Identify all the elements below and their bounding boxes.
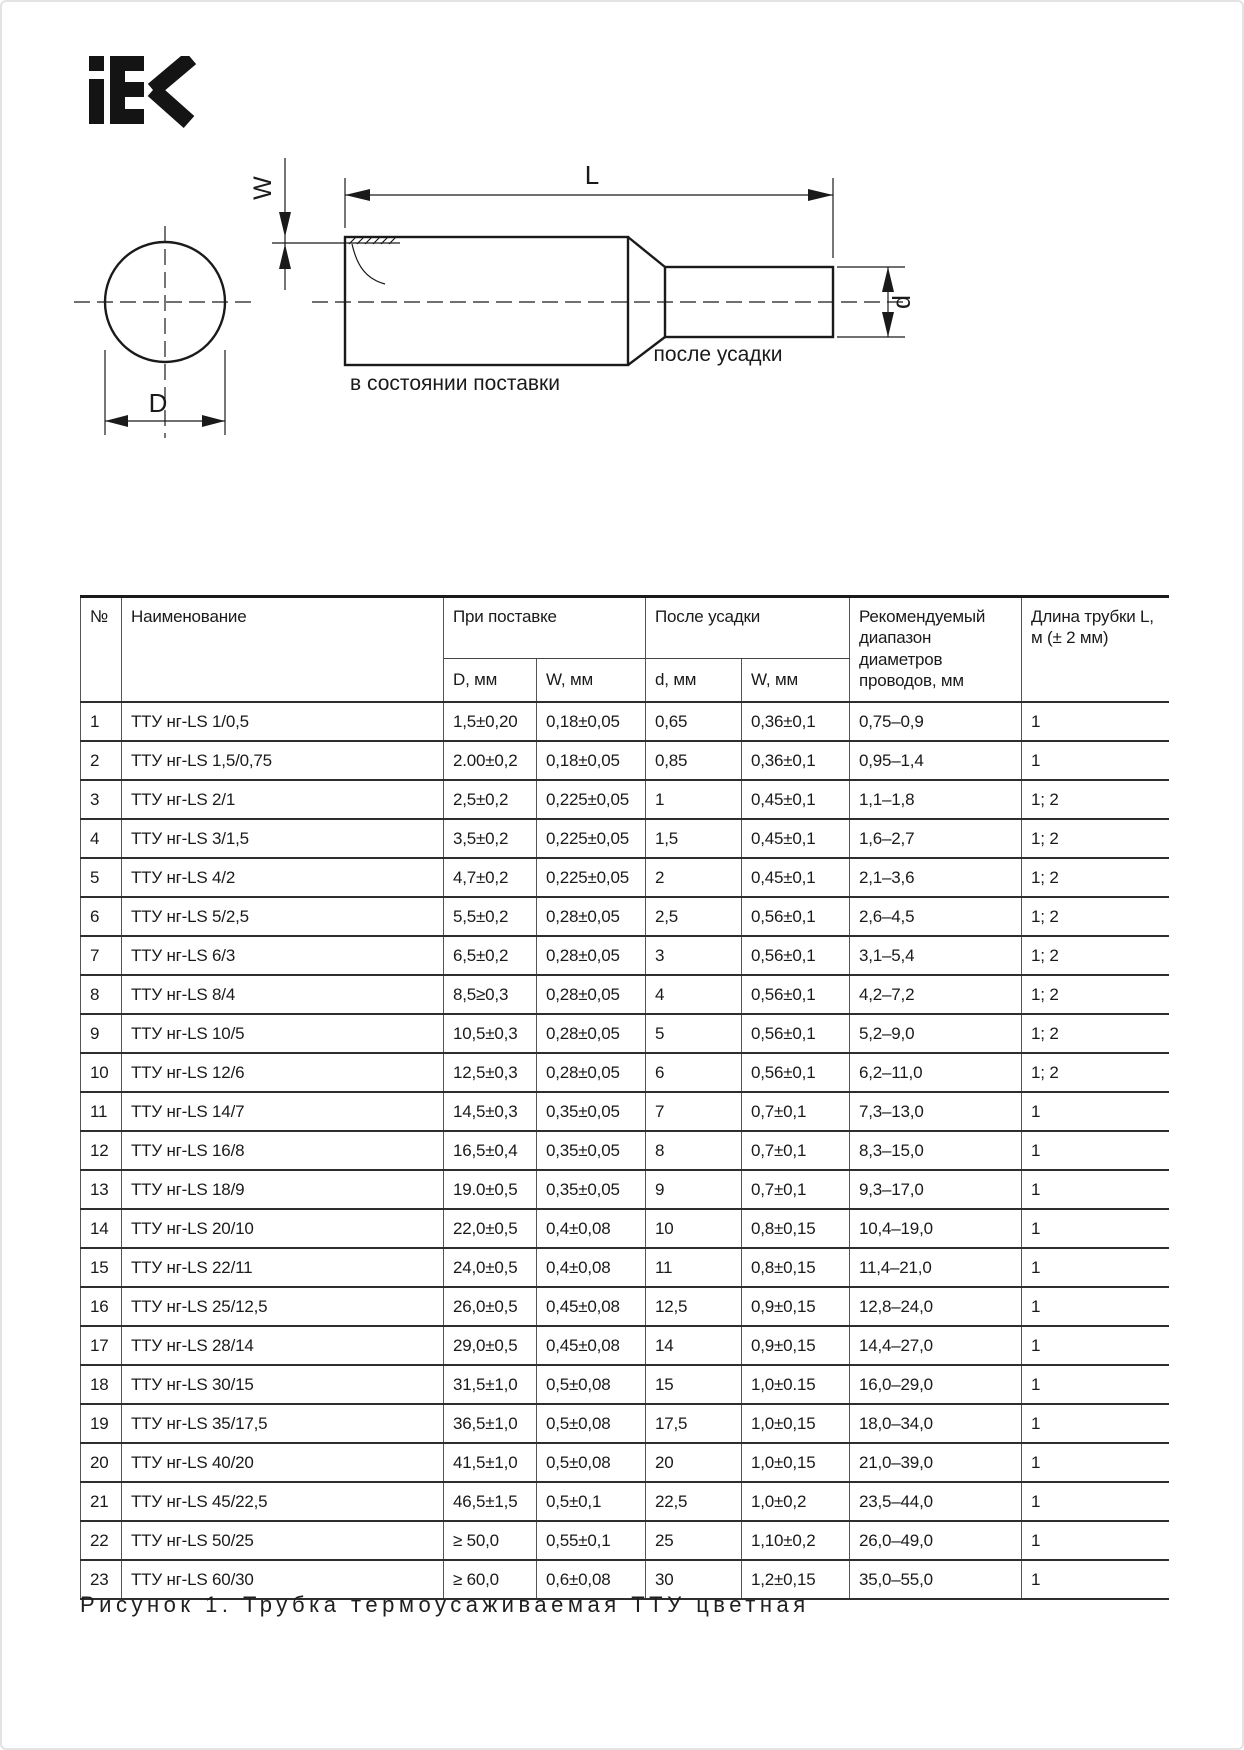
table-cell: ТТУ нг-LS 60/30 bbox=[122, 1560, 444, 1599]
table-row bbox=[81, 1482, 1169, 1521]
table-cell: 1 bbox=[1022, 1131, 1169, 1170]
table-cell: 0,36±0,1 bbox=[742, 702, 850, 741]
table-row bbox=[81, 1326, 1169, 1365]
table-cell: 19 bbox=[81, 1404, 122, 1443]
table-cell: 10,5±0,3 bbox=[444, 1014, 537, 1053]
table-cell: 15 bbox=[81, 1248, 122, 1287]
table-cell: 0,28±0,05 bbox=[537, 1053, 646, 1092]
table-cell: ТТУ нг-LS 25/12,5 bbox=[122, 1287, 444, 1326]
table-cell: 1,0±0.15 bbox=[742, 1365, 850, 1404]
col-header-W-delivery: W, мм bbox=[537, 659, 646, 703]
dim-label-D: D bbox=[148, 388, 168, 418]
table-cell: ТТУ нг-LS 10/5 bbox=[122, 1014, 444, 1053]
table-cell: 20 bbox=[646, 1443, 742, 1482]
table-row bbox=[81, 897, 1169, 936]
table-cell: 36,5±1,0 bbox=[444, 1404, 537, 1443]
table-cell: 0,36±0,1 bbox=[742, 741, 850, 780]
table-cell: 0,225±0,05 bbox=[537, 819, 646, 858]
col-header-name: Наименование bbox=[122, 597, 444, 703]
table-cell: 7 bbox=[646, 1092, 742, 1131]
table-cell: 11,4–21,0 bbox=[850, 1248, 1022, 1287]
table-cell: 1,0±0,15 bbox=[742, 1404, 850, 1443]
table-cell: 4,7±0,2 bbox=[444, 858, 537, 897]
table-cell: 1 bbox=[1022, 1248, 1169, 1287]
table-cell: 1 bbox=[1022, 1443, 1169, 1482]
table-cell: 11 bbox=[81, 1092, 122, 1131]
table-cell: 0,45±0,1 bbox=[742, 858, 850, 897]
table-cell: 2,5±0,2 bbox=[444, 780, 537, 819]
table-cell: 1 bbox=[1022, 1092, 1169, 1131]
table-cell: 41,5±1,0 bbox=[444, 1443, 537, 1482]
col-header-num: № bbox=[81, 597, 122, 703]
table-cell: 7 bbox=[81, 936, 122, 975]
table-cell: 25 bbox=[646, 1521, 742, 1560]
table-row bbox=[81, 1209, 1169, 1248]
table-cell: 2 bbox=[81, 741, 122, 780]
table-cell: 1; 2 bbox=[1022, 975, 1169, 1014]
table-cell: 0,75–0,9 bbox=[850, 702, 1022, 741]
table-cell: 1 bbox=[1022, 1365, 1169, 1404]
table-row bbox=[81, 780, 1169, 819]
table-cell: ТТУ нг-LS 30/15 bbox=[122, 1365, 444, 1404]
table-row bbox=[81, 858, 1169, 897]
table-cell: 4 bbox=[81, 819, 122, 858]
table-cell: 8 bbox=[81, 975, 122, 1014]
table-cell: 7,3–13,0 bbox=[850, 1092, 1022, 1131]
table-row bbox=[81, 741, 1169, 780]
table-cell: 5 bbox=[646, 1014, 742, 1053]
table-cell: 0,8±0,15 bbox=[742, 1248, 850, 1287]
table-cell: 10 bbox=[81, 1053, 122, 1092]
iek-logo bbox=[88, 56, 200, 128]
table-cell: 0,45±0,08 bbox=[537, 1326, 646, 1365]
table-cell: ТТУ нг-LS 20/10 bbox=[122, 1209, 444, 1248]
table-cell: 17 bbox=[81, 1326, 122, 1365]
table-cell: 23,5–44,0 bbox=[850, 1482, 1022, 1521]
table-cell: 1; 2 bbox=[1022, 819, 1169, 858]
col-group-delivery: При поставке bbox=[444, 597, 646, 659]
table-cell: 18 bbox=[81, 1365, 122, 1404]
table-cell: 2,1–3,6 bbox=[850, 858, 1022, 897]
table-cell: 0,35±0,05 bbox=[537, 1131, 646, 1170]
table-cell: 2 bbox=[646, 858, 742, 897]
col-header-D: D, мм bbox=[444, 659, 537, 703]
table-cell: 0,5±0,1 bbox=[537, 1482, 646, 1521]
table-cell: 0,6±0,08 bbox=[537, 1560, 646, 1599]
dim-label-W: W bbox=[249, 176, 277, 200]
table-cell: 6 bbox=[81, 897, 122, 936]
table-cell: ТТУ нг-LS 50/25 bbox=[122, 1521, 444, 1560]
table-cell: 8,3–15,0 bbox=[850, 1131, 1022, 1170]
table-cell: 3 bbox=[81, 780, 122, 819]
table-cell: 0,56±0,1 bbox=[742, 1014, 850, 1053]
table-cell: 23 bbox=[81, 1560, 122, 1599]
table-cell: 3,5±0,2 bbox=[444, 819, 537, 858]
table-cell: 0,56±0,1 bbox=[742, 1053, 850, 1092]
table-cell: 0,225±0,05 bbox=[537, 858, 646, 897]
table-cell: ≥ 50,0 bbox=[444, 1521, 537, 1560]
table-cell: ТТУ нг-LS 16/8 bbox=[122, 1131, 444, 1170]
table-cell: 6,5±0,2 bbox=[444, 936, 537, 975]
table-row bbox=[81, 1170, 1169, 1209]
table-cell: 0,7±0,1 bbox=[742, 1131, 850, 1170]
table-cell: 31,5±1,0 bbox=[444, 1365, 537, 1404]
table-cell: 14,4–27,0 bbox=[850, 1326, 1022, 1365]
table-row bbox=[81, 1014, 1169, 1053]
table-cell: 5 bbox=[81, 858, 122, 897]
table-cell: 8 bbox=[646, 1131, 742, 1170]
table-row bbox=[81, 819, 1169, 858]
table-cell: ТТУ нг-LS 2/1 bbox=[122, 780, 444, 819]
table-cell: 0,85 bbox=[646, 741, 742, 780]
table-cell: 21,0–39,0 bbox=[850, 1443, 1022, 1482]
table-cell: 0,7±0,1 bbox=[742, 1092, 850, 1131]
table-cell: 9 bbox=[81, 1014, 122, 1053]
table-row bbox=[81, 702, 1169, 741]
table-cell: 35,0–55,0 bbox=[850, 1560, 1022, 1599]
table-cell: ТТУ нг-LS 6/3 bbox=[122, 936, 444, 975]
label-state-delivery: в состоянии поставки bbox=[350, 372, 560, 395]
table-cell: 0,45±0,08 bbox=[537, 1287, 646, 1326]
table-cell: ТТУ нг-LS 45/22,5 bbox=[122, 1482, 444, 1521]
col-header-W-after: W, мм bbox=[742, 659, 850, 703]
table-cell: 24,0±0,5 bbox=[444, 1248, 537, 1287]
table-cell: 0,4±0,08 bbox=[537, 1248, 646, 1287]
table-cell: 14,5±0,3 bbox=[444, 1092, 537, 1131]
table-cell: ТТУ нг-LS 28/14 bbox=[122, 1326, 444, 1365]
col-header-d: d, мм bbox=[646, 659, 742, 703]
table-cell: 14 bbox=[81, 1209, 122, 1248]
table-cell: 0,28±0,05 bbox=[537, 936, 646, 975]
table-cell: ТТУ нг-LS 5/2,5 bbox=[122, 897, 444, 936]
table-cell: 1 bbox=[1022, 1209, 1169, 1248]
table-cell: 0,56±0,1 bbox=[742, 897, 850, 936]
table-cell: ТТУ нг-LS 40/20 bbox=[122, 1443, 444, 1482]
spec-table bbox=[80, 595, 1169, 1600]
table-cell: 0,45±0,1 bbox=[742, 780, 850, 819]
tube-technical-drawing bbox=[60, 140, 960, 475]
table-cell: 1; 2 bbox=[1022, 780, 1169, 819]
table-cell: 1,2±0,15 bbox=[742, 1560, 850, 1599]
table-cell: 16,5±0,4 bbox=[444, 1131, 537, 1170]
table-cell: 1,10±0,2 bbox=[742, 1521, 850, 1560]
label-state-after: после усадки bbox=[653, 343, 783, 366]
table-cell: 0,28±0,05 bbox=[537, 897, 646, 936]
table-row bbox=[81, 1404, 1169, 1443]
table-cell: 9 bbox=[646, 1170, 742, 1209]
table-cell: 12,5±0,3 bbox=[444, 1053, 537, 1092]
dim-label-L: L bbox=[584, 160, 600, 190]
table-cell: 20 bbox=[81, 1443, 122, 1482]
table-cell: 1,5 bbox=[646, 819, 742, 858]
table-cell: ТТУ нг-LS 3/1,5 bbox=[122, 819, 444, 858]
table-cell: 9,3–17,0 bbox=[850, 1170, 1022, 1209]
table-cell: 10,4–19,0 bbox=[850, 1209, 1022, 1248]
table-cell: 18,0–34,0 bbox=[850, 1404, 1022, 1443]
table-cell: ТТУ нг-LS 14/7 bbox=[122, 1092, 444, 1131]
table-row bbox=[81, 936, 1169, 975]
table-cell: 8,5≥0,3 bbox=[444, 975, 537, 1014]
table-cell: 22 bbox=[81, 1521, 122, 1560]
table-cell: 12,5 bbox=[646, 1287, 742, 1326]
table-cell: 0,55±0,1 bbox=[537, 1521, 646, 1560]
table-cell: ТТУ нг-LS 1,5/0,75 bbox=[122, 741, 444, 780]
table-cell: 1; 2 bbox=[1022, 1014, 1169, 1053]
table-row bbox=[81, 1248, 1169, 1287]
table-cell: 0,56±0,1 bbox=[742, 936, 850, 975]
table-cell: 0,45±0,1 bbox=[742, 819, 850, 858]
table-cell: 22,0±0,5 bbox=[444, 1209, 537, 1248]
table-cell: 1; 2 bbox=[1022, 858, 1169, 897]
table-cell: 2,6–4,5 bbox=[850, 897, 1022, 936]
table-cell: 0,95–1,4 bbox=[850, 741, 1022, 780]
table-cell: ТТУ нг-LS 18/9 bbox=[122, 1170, 444, 1209]
table-cell: 26,0±0,5 bbox=[444, 1287, 537, 1326]
table-cell: 5,5±0,2 bbox=[444, 897, 537, 936]
table-cell: 15 bbox=[646, 1365, 742, 1404]
table-cell: 4 bbox=[646, 975, 742, 1014]
spec-table-body bbox=[81, 702, 1169, 1599]
table-row bbox=[81, 1131, 1169, 1170]
table-cell: 1 bbox=[1022, 1287, 1169, 1326]
table-row bbox=[81, 1092, 1169, 1131]
table-cell: 0,35±0,05 bbox=[537, 1170, 646, 1209]
table-cell: 0,18±0,05 bbox=[537, 741, 646, 780]
table-cell: 1 bbox=[1022, 1326, 1169, 1365]
table-cell: ТТУ нг-LS 4/2 bbox=[122, 858, 444, 897]
col-header-length: Длина трубки L, м (± 2 мм) bbox=[1022, 597, 1169, 703]
dim-label-d: d bbox=[888, 295, 916, 309]
table-cell: 1,5±0,20 bbox=[444, 702, 537, 741]
table-cell: 0,18±0,05 bbox=[537, 702, 646, 741]
table-cell: 0,56±0,1 bbox=[742, 975, 850, 1014]
table-cell: 10 bbox=[646, 1209, 742, 1248]
table-cell: 22,5 bbox=[646, 1482, 742, 1521]
table-cell: 13 bbox=[81, 1170, 122, 1209]
table-cell: 1; 2 bbox=[1022, 936, 1169, 975]
table-cell: 0,35±0,05 bbox=[537, 1092, 646, 1131]
table-cell: ТТУ нг-LS 1/0,5 bbox=[122, 702, 444, 741]
table-cell: 1 bbox=[1022, 1170, 1169, 1209]
table-cell: 30 bbox=[646, 1560, 742, 1599]
table-cell: 1 bbox=[1022, 1404, 1169, 1443]
table-cell: 1,6–2,7 bbox=[850, 819, 1022, 858]
table-cell: 19.0±0,5 bbox=[444, 1170, 537, 1209]
table-cell: 0,28±0,05 bbox=[537, 1014, 646, 1053]
table-cell: 21 bbox=[81, 1482, 122, 1521]
table-cell: ТТУ нг-LS 8/4 bbox=[122, 975, 444, 1014]
table-cell: 0,4±0,08 bbox=[537, 1209, 646, 1248]
table-cell: 4,2–7,2 bbox=[850, 975, 1022, 1014]
table-cell: 5,2–9,0 bbox=[850, 1014, 1022, 1053]
col-header-range: Рекомендуемый диапазон диаметров проводов, мм bbox=[850, 597, 1022, 703]
table-cell: 2.00±0,2 bbox=[444, 741, 537, 780]
table-cell: ТТУ нг-LS 35/17,5 bbox=[122, 1404, 444, 1443]
table-cell: 17,5 bbox=[646, 1404, 742, 1443]
table-cell: 1,0±0,15 bbox=[742, 1443, 850, 1482]
table-cell: 1,1–1,8 bbox=[850, 780, 1022, 819]
table-cell: 1; 2 bbox=[1022, 1053, 1169, 1092]
table-cell: 0,65 bbox=[646, 702, 742, 741]
table-row bbox=[81, 1053, 1169, 1092]
table-row bbox=[81, 1443, 1169, 1482]
table-cell: 46,5±1,5 bbox=[444, 1482, 537, 1521]
table-cell: 6,2–11,0 bbox=[850, 1053, 1022, 1092]
table-cell: ТТУ нг-LS 22/11 bbox=[122, 1248, 444, 1287]
table-cell: 1 bbox=[646, 780, 742, 819]
table-cell: 16 bbox=[81, 1287, 122, 1326]
table-cell: 11 bbox=[646, 1248, 742, 1287]
tube-body bbox=[345, 237, 628, 365]
table-row bbox=[81, 975, 1169, 1014]
table-row bbox=[81, 1521, 1169, 1560]
table-cell: 0,7±0,1 bbox=[742, 1170, 850, 1209]
figure-caption: Рисунок 1. Трубка термоусаживаемая ТТУ цветная bbox=[80, 1592, 810, 1617]
table-cell: 16,0–29,0 bbox=[850, 1365, 1022, 1404]
table-cell: 1 bbox=[1022, 702, 1169, 741]
table-row bbox=[81, 1365, 1169, 1404]
table-cell: 1 bbox=[1022, 1521, 1169, 1560]
table-cell: 2,5 bbox=[646, 897, 742, 936]
table-cell: 29,0±0,5 bbox=[444, 1326, 537, 1365]
table-cell: 0,28±0,05 bbox=[537, 975, 646, 1014]
table-cell: 1,0±0,2 bbox=[742, 1482, 850, 1521]
col-group-after: После усадки bbox=[646, 597, 850, 659]
table-cell: 0,9±0,15 bbox=[742, 1326, 850, 1365]
table-row bbox=[81, 1287, 1169, 1326]
table-cell: ТТУ нг-LS 12/6 bbox=[122, 1053, 444, 1092]
table-cell: 12,8–24,0 bbox=[850, 1287, 1022, 1326]
table-cell: 1 bbox=[1022, 1482, 1169, 1521]
table-cell: 0,225±0,05 bbox=[537, 780, 646, 819]
table-cell: 0,5±0,08 bbox=[537, 1443, 646, 1482]
table-cell: 1 bbox=[81, 702, 122, 741]
table-cell: 0,8±0,15 bbox=[742, 1209, 850, 1248]
table-cell: 12 bbox=[81, 1131, 122, 1170]
table-cell: 0,5±0,08 bbox=[537, 1404, 646, 1443]
table-cell: 3,1–5,4 bbox=[850, 936, 1022, 975]
table-cell: 1; 2 bbox=[1022, 897, 1169, 936]
table-cell: 1 bbox=[1022, 741, 1169, 780]
table-cell: 0,9±0,15 bbox=[742, 1287, 850, 1326]
table-cell: 14 bbox=[646, 1326, 742, 1365]
table-cell: 3 bbox=[646, 936, 742, 975]
table-cell: 26,0–49,0 bbox=[850, 1521, 1022, 1560]
table-cell: 1 bbox=[1022, 1560, 1169, 1599]
table-cell: 6 bbox=[646, 1053, 742, 1092]
table-cell: ≥ 60,0 bbox=[444, 1560, 537, 1599]
table-cell: 0,5±0,08 bbox=[537, 1365, 646, 1404]
